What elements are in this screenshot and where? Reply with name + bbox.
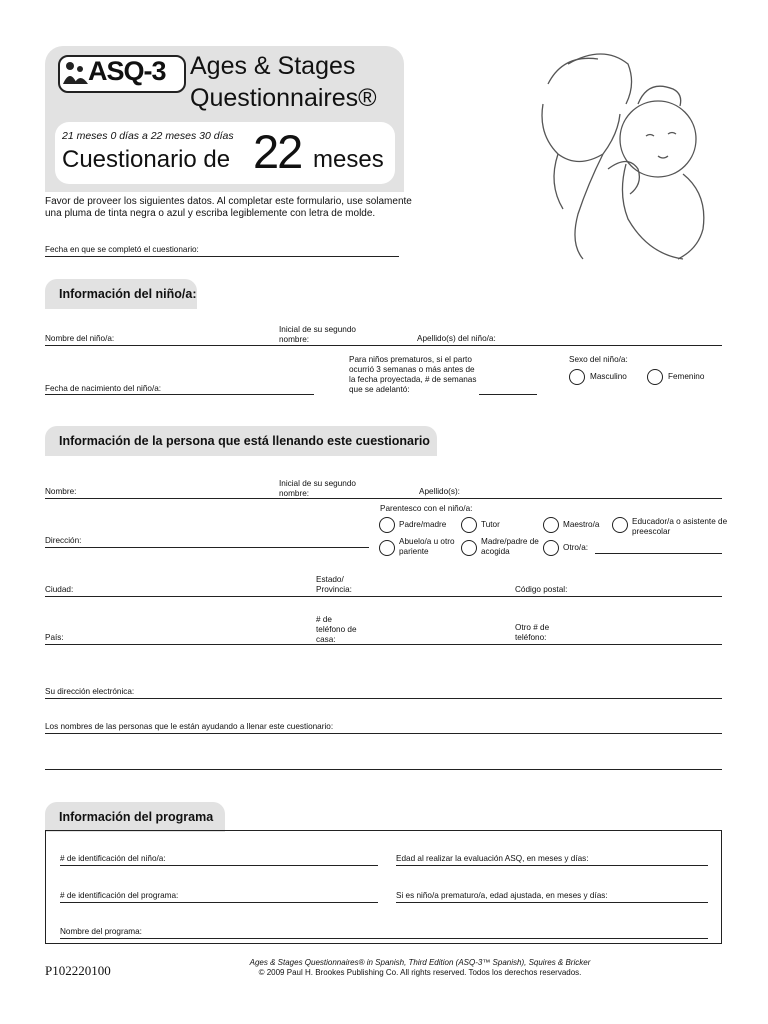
helpers-field-2[interactable] <box>45 769 722 770</box>
questionnaire-prefix: Cuestionario de <box>62 146 231 173</box>
form-code: P102220100 <box>45 963 111 978</box>
title-line1: Ages & Stages <box>190 52 356 80</box>
child-name-label: Nombre del niño/a: <box>45 334 115 343</box>
relationship-grandparent-radio[interactable] <box>379 540 395 556</box>
relationship-other-field[interactable] <box>595 553 722 554</box>
zip-label: Código postal: <box>515 585 568 594</box>
email-label: Su dirección electrónica: <box>45 687 135 696</box>
relationship-educator-radio[interactable] <box>612 517 628 533</box>
relationship-teacher-label: Maestro/a <box>563 520 600 529</box>
person-name-field[interactable] <box>45 498 722 499</box>
relationship-parent-radio[interactable] <box>379 517 395 533</box>
person-middle-initial-label: Inicial de su segundo nombre: <box>279 479 356 498</box>
program-id-field[interactable] <box>60 902 378 903</box>
program-name-label: Nombre del programa: <box>60 927 142 936</box>
child-last-name-label: Apellido(s) del niño/a: <box>417 334 496 343</box>
city-label: Ciudad: <box>45 585 74 594</box>
family-logo-icon <box>62 60 90 84</box>
program-name-field[interactable] <box>60 938 708 939</box>
person-last-name-label: Apellido(s): <box>419 487 460 496</box>
adjusted-age-field[interactable] <box>396 902 708 903</box>
footer <box>150 958 690 978</box>
age-eval-field[interactable] <box>396 865 708 866</box>
email-field[interactable] <box>45 698 722 699</box>
sex-label: Sexo del niño/a: <box>569 355 628 364</box>
questionnaire-suffix: meses <box>313 146 384 173</box>
adjusted-age-label: Si es niño/a prematuro/a, edad ajustada, en meses y días: <box>396 891 608 900</box>
child-name-field[interactable] <box>45 345 722 346</box>
address-label: Dirección: <box>45 536 82 545</box>
mother-child-illustration <box>508 44 724 284</box>
completion-date-field[interactable] <box>45 256 399 257</box>
child-id-label: # de identificación del niño/a: <box>60 854 166 863</box>
country-label: País: <box>45 633 64 642</box>
age-range: 21 meses 0 días a 22 meses 30 días <box>62 130 234 142</box>
program-id-label: # de identificación del programa: <box>60 891 179 900</box>
home-phone-label: # de teléfono de casa: <box>316 615 357 644</box>
footer-line1: Ages & Stages Questionnaires® in Spanish, Third Edition (ASQ-3™ Spanish), Squires & Bricker <box>249 958 591 967</box>
sex-female-radio[interactable] <box>647 369 663 385</box>
relationship-foster-radio[interactable] <box>461 540 477 556</box>
other-phone-label: Otro # de teléfono: <box>515 623 550 642</box>
birth-date-label: Fecha de nacimiento del niño/a: <box>45 384 162 393</box>
relationship-parent-label: Padre/madre <box>399 520 447 529</box>
state-label: Estado/ Provincia: <box>316 575 352 594</box>
logo-text: ASQ-3 <box>88 56 166 86</box>
age-eval-label: Edad al realizar la evaluación ASQ, en meses y días: <box>396 854 589 863</box>
child-id-field[interactable] <box>60 865 378 866</box>
birth-date-field[interactable] <box>45 394 314 395</box>
completion-date-label: Fecha en que se completó el cuestionario: <box>45 245 199 254</box>
relationship-other-label: Otro/a: <box>563 543 589 552</box>
helpers-label: Los nombres de las personas que le están ayudando a llenar este cuestionario: <box>45 722 334 731</box>
relationship-educator-label: Educador/a o asistente de preescolar <box>632 517 728 536</box>
child-middle-initial-label: Inicial de su segundo nombre: <box>279 325 356 344</box>
city-field[interactable] <box>45 596 722 597</box>
relationship-guardian-label: Tutor <box>481 520 500 529</box>
intro-text: Favor de proveer los siguientes datos. Al completar este formulario, use solamente una pluma de tinta negra o azul y escriba legiblemente con letra de molde. <box>45 196 412 219</box>
program-section-title: Información del programa <box>45 802 225 832</box>
premature-label: Para niños prematuros, si el parto ocurrió 3 semanas o más antes de la fecha proyectada, # de semanas que se adelantó: <box>349 355 477 394</box>
sex-male-radio[interactable] <box>569 369 585 385</box>
premature-weeks-field[interactable] <box>479 394 537 395</box>
child-section-title: Información del niño/a: <box>45 279 197 309</box>
relationship-label: Parentesco con el niño/a: <box>380 504 473 513</box>
relationship-grandparent-label: Abuelo/a u otro pariente <box>399 537 455 556</box>
relationship-guardian-radio[interactable] <box>461 517 477 533</box>
relationship-teacher-radio[interactable] <box>543 517 559 533</box>
footer-line2: © 2009 Paul H. Brookes Publishing Co. All rights reserved. Todos los derechos reservados. <box>258 968 582 977</box>
person-section-title: Información de la persona que está llenando este cuestionario <box>45 426 437 456</box>
sex-male-label: Masculino <box>590 372 627 381</box>
questionnaire-number: 22 <box>253 125 302 178</box>
title-line2: Questionnaires® <box>190 84 377 112</box>
relationship-other-radio[interactable] <box>543 540 559 556</box>
program-box <box>45 830 722 944</box>
country-field[interactable] <box>45 644 722 645</box>
sex-female-label: Femenino <box>668 372 705 381</box>
helpers-field-1[interactable] <box>45 733 722 734</box>
address-field[interactable] <box>45 547 369 548</box>
relationship-foster-label: Madre/padre de acogida <box>481 537 539 556</box>
person-name-label: Nombre: <box>45 487 77 496</box>
